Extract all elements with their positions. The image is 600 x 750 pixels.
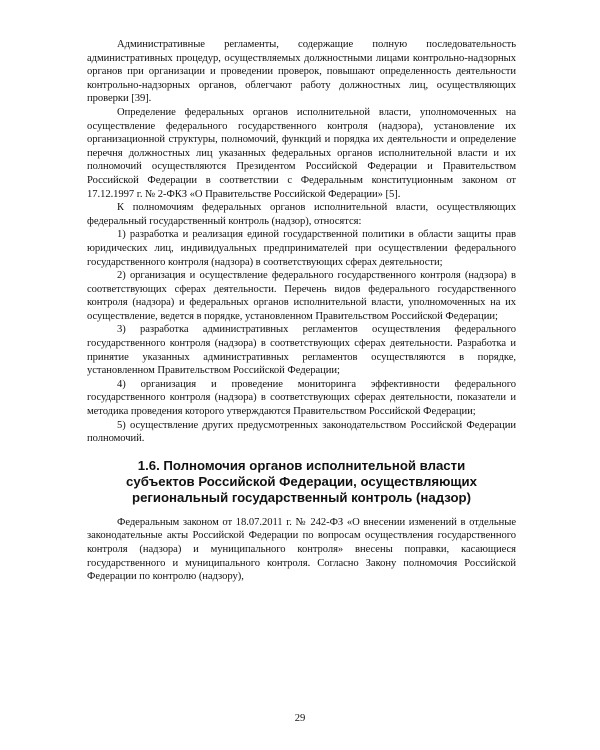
section-heading-line-2: субъектов Российской Федерации, осуществляющих (126, 473, 477, 489)
list-item-1: 1) разработка и реализация единой государственной политики в области защиты прав юридических лиц, индивидуальных предпринимателей при осуществлении федерального государственного контроля (надзора) в соответствующих сферах деятельности; (87, 229, 516, 268)
list-item-2: 2) организация и осуществление федерального государственного контроля (надзора) в соответствующих сферах деятельности. Перечень видов федерального государственного контроля (надзора) и федеральных органов исполнительной власти, уполномоченных на их осуществление, ведется в порядке, установленном Правительством Российской Федерации; (87, 270, 516, 322)
list-item-3: 3) разработка административных регламентов осуществления федерального государственного контроля (надзора) в соответствующих сферах деятельности. Разработка и принятие указанных административных регламентов осуществляются в порядке, установленном Правительством Российской Федерации; (87, 324, 516, 377)
page-number: 29 (294, 713, 306, 724)
paragraph-admin-regulations: Административные регламенты, содержащие полную последовательность административных процедур, осуществляемых должностными лицами контрольно-надзорных органов при организации и проведении проверок, повышают определенность деятельности контрольно-надзорных органов, облегчают работу должностных лиц, осуществляющих проверки [39]. (87, 39, 516, 105)
page-body (87, 38, 516, 584)
paragraph-federal-bodies-definition: Определение федеральных органов исполнительной власти, уполномоченных на осуществление федерального государственного контроля (надзора), установление их организационной структуры, полномочий, функций и порядка их деятельности и определение перечня должностных лиц указанных федеральных органов исполнительной власти и их полномочий осуществляются Президентом Российской Федерации и Правительством Российской Федерации в соответствии с Федеральным конституционным законом от 17.12.1997 г. № 2-ФКЗ «О Правительстве Российской Федерации» [5]. (87, 106, 516, 200)
list-item-5: 5) осуществление других предусмотренных законодательством Российской Федерации полномочий. (87, 419, 516, 445)
section-heading-line-3: региональный государственный контроль (надзор) (132, 489, 471, 505)
paragraph-powers-intro: К полномочиям федеральных органов исполнительной власти, осуществляющих федеральный государственный контроль (надзор), относятся: (87, 202, 516, 227)
section-heading (87, 458, 516, 506)
paragraph-federal-law-242: Федеральным законом от 18.07.2011 г. № 242-ФЗ «О внесении изменений в отдельные законодательные акты Российской Федерации по вопросам осуществления государственного контроля (надзора) и муниципального контроля» внесены поправки, касающиеся государственного и муниципального контроля. Согласно Закону полномочия Российской Федерации по контролю (надзору), (87, 516, 516, 583)
section-heading-line-1: 1.6. Полномочия органов исполнительной власти (137, 457, 466, 473)
list-item-4: 4) организация и проведение мониторинга эффективности федерального государственного контроля (надзора) в соответствующих сферах деятельности, показатели и методика проведения которого утверждаются Правительством Российской Федерации; (87, 378, 516, 418)
